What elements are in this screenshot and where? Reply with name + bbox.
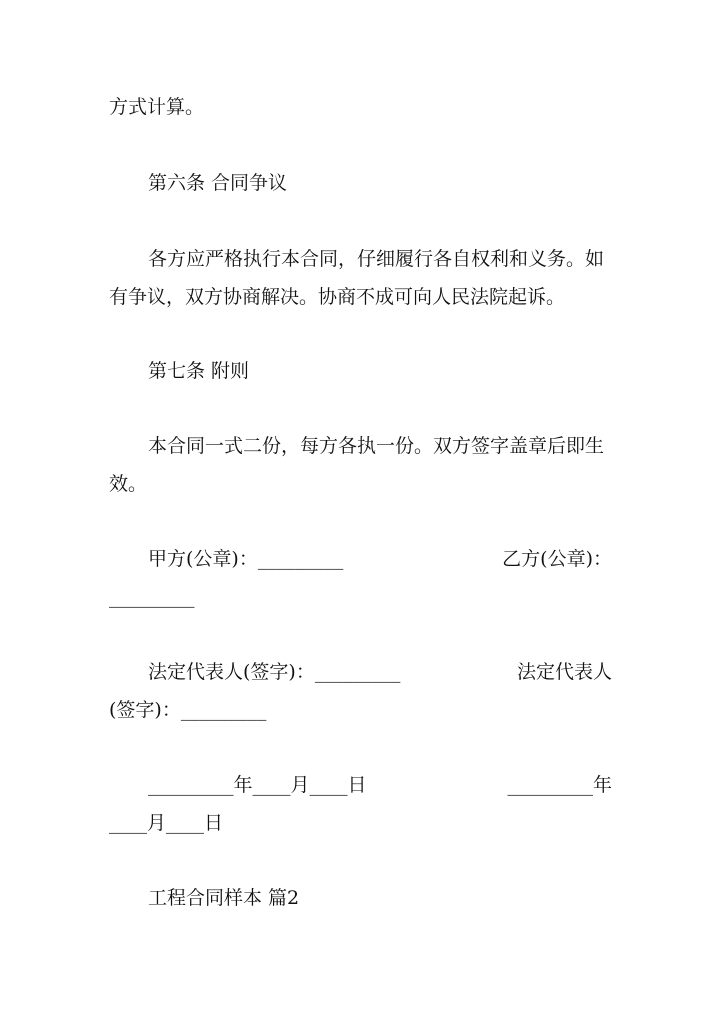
party-a-seal: 甲方(公章)：_________ — [148, 548, 344, 570]
legal-rep-b-continued: (签字)：_________ — [109, 699, 267, 721]
article-6-heading: 第六条 合同争议 — [148, 172, 288, 194]
date-a: _________年____月____日 — [148, 774, 367, 796]
next-section-title: 工程合同样本 篇2 — [148, 887, 300, 909]
article-7-body-line-2: 效。 — [109, 473, 148, 495]
article-6-body-line-1: 各方应严格执行本合同，仔细履行各自权利和义务。如 — [148, 248, 605, 270]
article-6-body-line-2: 有争议，双方协商解决。协商不成可向人民法院起诉。 — [109, 286, 566, 308]
continuation-text: 方式计算。 — [109, 96, 205, 118]
legal-rep-b: 法定代表人 — [516, 661, 612, 683]
legal-rep-a: 法定代表人(签字)：_________ — [148, 661, 401, 683]
article-7-heading: 第七条 附则 — [148, 360, 250, 382]
date-b: _________年 — [507, 774, 612, 796]
party-b-seal-blank: _________ — [109, 586, 195, 608]
party-b-seal: 乙方(公章)： — [502, 548, 612, 570]
article-7-body-line-1: 本合同一式二份，每方各执一份。双方签字盖章后即生 — [148, 435, 605, 457]
date-b-continued: ____月____日 — [109, 812, 224, 834]
